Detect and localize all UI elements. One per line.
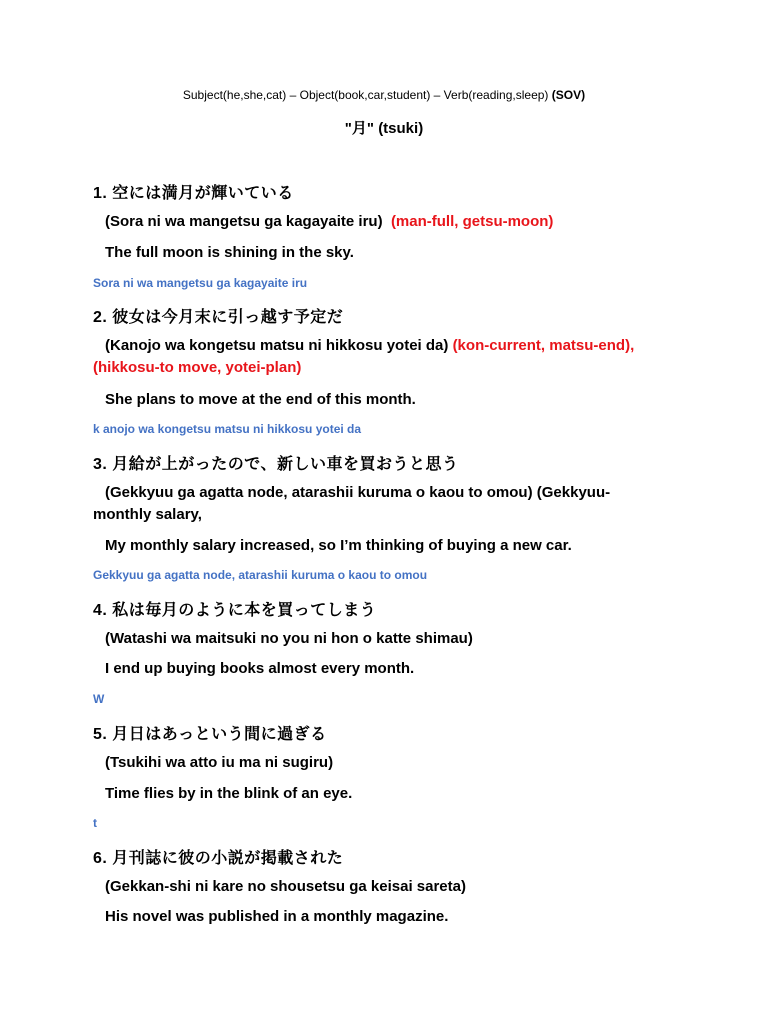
item-5-note: t xyxy=(93,816,97,830)
item-1-romaji-text: (Sora ni wa mangetsu ga kagayaite iru) xyxy=(105,213,383,230)
sov-header xyxy=(0,88,768,102)
item-3-romaji-line2: monthly salary, xyxy=(93,506,202,523)
item-6-romaji-text: (Gekkan-shi ni kare no shousetsu ga keisai sareta) xyxy=(105,878,466,895)
item-2-note: k anojo wa kongetsu matsu ni hikkosu yotei da xyxy=(93,422,362,436)
item-1-romaji xyxy=(93,211,673,233)
item-2-gloss-line1: (kon-current, matsu-end), xyxy=(452,337,635,354)
page-title: "月" (tsuki) xyxy=(344,120,424,137)
item-2-romaji xyxy=(93,335,673,379)
item-4-english: I end up buying books almost every month. xyxy=(105,660,415,677)
item-3-note: Gekkyuu ga agatta node, atarashii kuruma o kaou to omou xyxy=(93,568,428,582)
sov-tag: (SOV) xyxy=(551,88,586,102)
item-1-note: Sora ni wa mangetsu ga kagayaite iru xyxy=(93,276,308,290)
item-2-gloss-line2: (hikkosu-to move, yotei-plan) xyxy=(93,359,302,376)
item-3-english: My monthly salary increased, so I’m thinking of buying a new car. xyxy=(105,537,572,554)
item-1-english: The full moon is shining in the sky. xyxy=(105,244,354,261)
item-1-japanese: 1. 空には満月が輝いている xyxy=(93,185,294,202)
item-2-english: She plans to move at the end of this month. xyxy=(105,391,416,408)
item-3-japanese: 3. 月給が上がったので、新しい車を買おうと思う xyxy=(93,456,459,473)
item-4-romaji-text: (Watashi wa maitsuki no you ni hon o katte shimau) xyxy=(105,630,473,647)
item-4-japanese: 4. 私は毎月のように本を買ってしまう xyxy=(93,602,377,619)
item-4-romaji xyxy=(93,628,673,650)
item-2-japanese: 2. 彼女は今月末に引っ越す予定だ xyxy=(93,309,344,326)
item-6-english: His novel was published in a monthly magazine. xyxy=(105,908,449,925)
item-2-romaji-text: (Kanojo wa kongetsu matsu ni hikkosu yotei da) xyxy=(105,337,449,354)
item-3-romaji-line1: (Gekkyuu ga agatta node, atarashii kuruma o kaou to omou) (Gekkyuu- xyxy=(105,484,611,501)
item-6-japanese: 6. 月刊誌に彼の小説が掲載された xyxy=(93,850,344,867)
item-5-romaji-text: (Tsukihi wa atto iu ma ni sugiru) xyxy=(105,754,334,771)
item-5-japanese: 5. 月日はあっという間に過ぎる xyxy=(93,726,327,743)
item-4-note: W xyxy=(93,692,105,706)
sov-line: Subject(he,she,cat) – Object(book,car,student) – Verb(reading,sleep) xyxy=(182,88,549,102)
item-5-romaji xyxy=(93,752,673,774)
item-6-romaji xyxy=(93,876,673,898)
item-1-gloss: (man-full, getsu-moon) xyxy=(390,213,554,230)
item-5-english: Time flies by in the blink of an eye. xyxy=(105,785,353,802)
item-3-romaji xyxy=(93,482,673,526)
